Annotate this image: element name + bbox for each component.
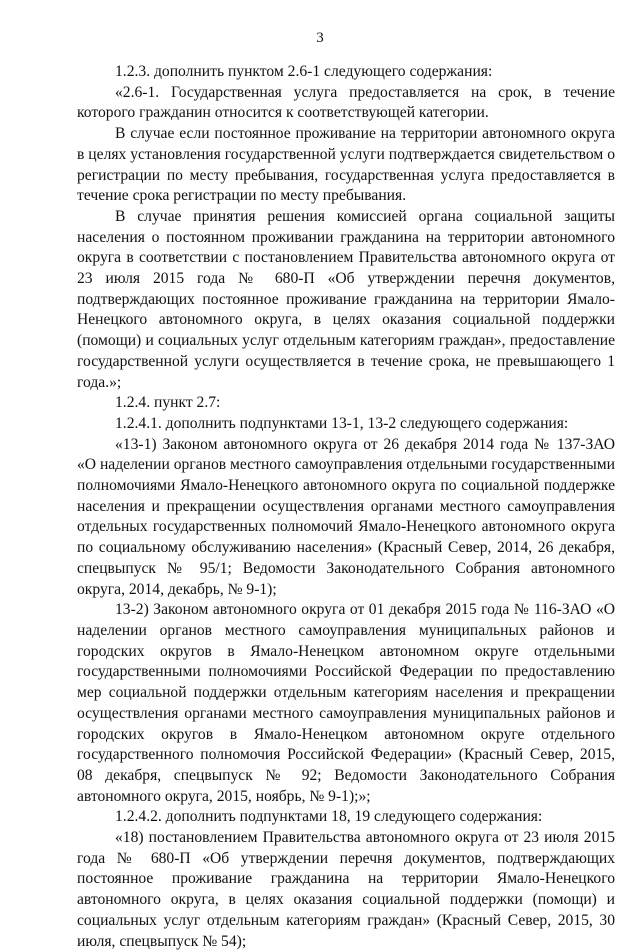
paragraph-commission-decision: В случае принятия решения комиссией органа социальной защиты населения о постоянном проживании гражданина на территории автономного округа в соответствии с постановлением Правительства автономного округа от 23 июля 2015 года № 680-П «Об утверждении перечня документов, подтверждающих постоянное проживание гражданина на территории Ямало-Ненецкого автономного округа, в целях оказания социальной поддержки (помощи) и социальных услуг отдельным категориям граждан», предоставление государственной услуги осуществляется в течение срока, не превышающего 1 года.»; bbox=[77, 207, 615, 391]
paragraph-2-6-1: «2.6-1. Государственная услуга предоставляется на срок, в течение которого гражданин относится к соответствующей категории. bbox=[77, 83, 615, 122]
paragraph-1-2-4-1: 1.2.4.1. дополнить подпунктами 13-1, 13-2 следующего содержания: bbox=[115, 414, 569, 432]
paragraph-18: «18) постановлением Правительства автономного округа от 23 июля 2015 года № 680-П «Об утверждении перечня документов, подтверждающих постоянное проживание гражданина на территории Ямало-Ненецкого автономного округа, в целях оказания социальной поддержки (помощи) и социальных услуг отдельным категориям граждан» (Красный Север, 2015, 30 июля, спецвыпуск № 54); bbox=[77, 829, 615, 950]
paragraph-1-2-4: 1.2.4. пункт 2.7: bbox=[115, 394, 221, 412]
paragraph-1-2-3: 1.2.3. дополнить пунктом 2.6-1 следующего содержания: bbox=[115, 63, 493, 80]
paragraph-13-1: «13-1) Законом автономного округа от 26 декабря 2014 года № 137-ЗАО «О наделении органов местного самоуправления отдельными государственными полномочиями Ямало-Ненецкого автономного округа по социальной поддержке населения и прекращении осуществления органами местного самоуправления отдельных государственных полномочий Ямало-Ненецкого автономного округа по социальному обслуживанию населения» (Красный Север, 2014, 26 декабря, спецвыпуск № 95/1; Ведомости Законодательного Собрания автономного округа, 2014, декабрь, № 9-1); bbox=[77, 435, 615, 598]
paragraph-registration: В случае если постоянное проживание на территории автономного округа в целях установления государственной услуги подтверждается свидетельством о регистрации по месту пребывания, государственная услуга предоставляется в течение срока регистрации по месту пребывания. bbox=[77, 125, 615, 205]
page-number: 3 bbox=[316, 30, 324, 46]
document-body bbox=[77, 62, 615, 952]
paragraph-1-2-4-2: 1.2.4.2. дополнить подпунктами 18, 19 следующего содержания: bbox=[115, 808, 543, 826]
paragraph-13-2: 13-2) Законом автономного округа от 01 декабря 2015 года № 116-ЗАО «О наделении органов местного самоуправления муниципальных районов и городских округов в Ямало-Ненецком автономном округе отдельными государственными полномочиями Российской Федерации по предоставлению мер социальной поддержки отдельным категориям населения и прекращении осуществления органами местного самоуправления муниципальных районов и городских округов в Ямало-Ненецком автономном округе отдельного государственного полномочия Российской Федерации» (Красный Север, 2015, 08 декабря, спецвыпуск № 92; Ведомости Законодательного Собрания автономного округа, 2015, ноябрь, № 9-1);»; bbox=[77, 601, 615, 805]
